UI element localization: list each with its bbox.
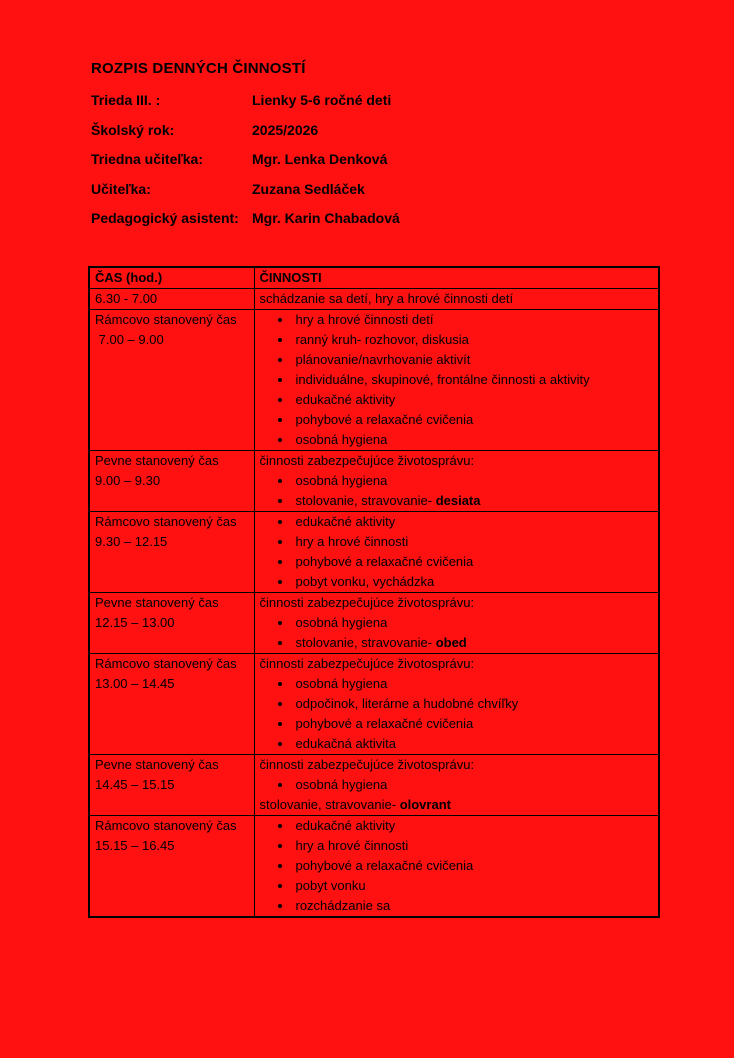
document-title: ROZPIS DENNÝCH ČINNOSTÍ [91,60,306,77]
table-header-row [89,267,659,289]
time-label: Rámcovo stanovený čas [95,818,237,833]
time-label: Rámcovo stanovený čas [95,656,237,671]
time-label: Rámcovo stanovený čas [95,312,237,327]
table-row-rest-frame [89,654,659,755]
time-range: 9.00 – 9.30 [95,473,161,488]
time-range: 15.15 – 16.45 [95,838,175,853]
schedule-table [88,266,660,918]
bullet-text: pobyt vonku, vychádzka [295,574,435,589]
header-field-class [91,92,400,122]
bullet-text: edukačná aktivita [295,736,396,751]
activity-intro: činnosti zabezpečujúce životosprávu: [259,453,475,468]
bullet-text: stolovanie, stravovanie- [295,635,436,650]
time-range: 6.30 - 7.00 [95,291,158,306]
table-row-lunch-fixed [89,593,659,654]
bullet-item [293,310,654,330]
bullet-text: pohybové a relaxačné cvičenia [295,412,474,427]
bullet-item [293,896,654,916]
time-label: Pevne stanovený čas [95,595,219,610]
field-value-assistant: Mgr. Karin Chabadová [252,210,400,226]
time-cell [89,451,254,512]
bullet-text: pohybové a relaxačné cvičenia [295,716,474,731]
bullet-list [260,816,654,916]
bullet-text: osobná hygiena [295,676,388,691]
time-range: 13.00 – 14.45 [95,676,175,691]
time-range: 7.00 – 9.00 [95,332,164,347]
header-field-school-year [91,122,400,152]
field-label-school-year: Školský rok: [91,121,175,138]
bullet-item [293,856,654,876]
time-cell [89,816,254,918]
bullet-text: osobná hygiena [295,432,388,447]
header-field-teacher [91,181,400,211]
activities-cell [254,310,659,451]
bullet-list [260,512,654,592]
bullet-item [293,532,654,552]
bullet-item [293,836,654,856]
time-label: Rámcovo stanovený čas [95,514,237,529]
field-value-class-teacher: Mgr. Lenka Denková [252,151,388,167]
bullet-text: odpočinok, literárne a hudobné chvíľky [295,696,519,711]
bullet-item [293,330,654,350]
bullet-list [260,613,654,653]
header-field-assistant [91,210,400,240]
time-label: Pevne stanovený čas [95,453,219,468]
bullet-text: edukačné aktivity [295,514,396,529]
time-cell [89,310,254,451]
time-range: 12.15 – 13.00 [95,615,175,630]
table-row-snack-fixed [89,451,659,512]
bullet-item [293,430,654,450]
time-range: 14.45 – 15.15 [95,777,175,792]
bullet-item [293,491,654,511]
table-row-morning-frame [89,310,659,451]
bullet-text: individuálne, skupinové, frontálne činnosti a aktivity [295,372,590,387]
bullet-item [293,734,654,754]
bullet-item [293,816,654,836]
document-header [91,60,400,240]
time-label: Pevne stanovený čas [95,757,219,772]
bullet-text: pohybové a relaxačné cvičenia [295,858,474,873]
bullet-item [293,370,654,390]
bullet-item [293,633,654,653]
bullet-text: hry a hrové činnosti detí [295,312,434,327]
field-value-class: Lienky 5-6 ročné deti [252,92,392,108]
table-row-evening-frame [89,816,659,918]
field-label-class: Trieda III. : [91,92,161,108]
activities-cell [254,816,659,918]
bullet-text: hry a hrové činnosti [295,838,409,853]
time-range: 9.30 – 12.15 [95,534,168,549]
activity-intro: činnosti zabezpečujúce životosprávu: [259,757,475,772]
bullet-text: osobná hygiena [295,615,388,630]
bullet-item [293,775,654,795]
column-header-activities: ČINNOSTI [254,267,659,289]
activity-intro: činnosti zabezpečujúce životosprávu: [259,656,475,671]
bullet-item [293,410,654,430]
bullet-text: pobyt vonku [295,878,366,893]
bullet-bold-text: desiata [435,493,481,508]
bullet-item [293,350,654,370]
bullet-item [293,572,654,592]
column-header-time: ČAS (hod.) [89,267,254,289]
bullet-text: plánovanie/navrhovanie aktivít [295,352,471,367]
bullet-item [293,714,654,734]
bullet-item [293,390,654,410]
bullet-list [260,674,654,754]
bullet-list [260,775,654,795]
activities-cell [254,755,659,816]
activities-cell [254,289,659,310]
bullet-text: osobná hygiena [295,473,388,488]
table-row-arrival [89,289,659,310]
bullet-bold-text: obed [435,635,467,650]
time-cell [89,654,254,755]
bullet-text: edukačné aktivity [295,392,396,407]
activity-footer [260,795,654,815]
bullet-list [260,310,654,450]
bullet-item [293,552,654,572]
bullet-text: rozchádzanie sa [295,898,391,913]
footer-text: stolovanie, stravovanie- [259,797,400,812]
footer-bold-text: olovrant [399,797,451,812]
table-row-afternoon-snack-fixed [89,755,659,816]
bullet-text: edukačné aktivity [295,818,396,833]
bullet-text: stolovanie, stravovanie- [295,493,436,508]
bullet-item [293,876,654,896]
time-cell [89,755,254,816]
header-field-class-teacher [91,151,400,181]
field-value-teacher: Zuzana Sedláček [252,180,365,197]
bullet-item [293,512,654,532]
bullet-text: ranný kruh- rozhovor, diskusia [295,332,469,347]
time-cell [89,512,254,593]
field-label-assistant: Pedagogický asistent: [91,210,239,226]
bullet-text: osobná hygiena [295,777,388,792]
activities-cell [254,451,659,512]
bullet-item [293,471,654,491]
bullet-text: hry a hrové činnosti [295,534,409,549]
field-label-teacher: Učiteľka: [91,180,151,197]
time-cell [89,593,254,654]
activities-cell [254,512,659,593]
activity-text: schádzanie sa detí, hry a hrové činnosti detí [259,291,514,306]
time-cell [89,289,254,310]
bullet-item [293,613,654,633]
table-row-forenoon-frame [89,512,659,593]
bullet-item [293,694,654,714]
bullet-text: pohybové a relaxačné cvičenia [295,554,474,569]
activities-cell [254,593,659,654]
bullet-item [293,674,654,694]
field-value-school-year: 2025/2026 [252,121,319,138]
activities-cell [254,654,659,755]
activity-intro: činnosti zabezpečujúce životosprávu: [259,595,475,610]
bullet-list [260,471,654,511]
field-label-class-teacher: Triedna učiteľka: [91,151,203,167]
